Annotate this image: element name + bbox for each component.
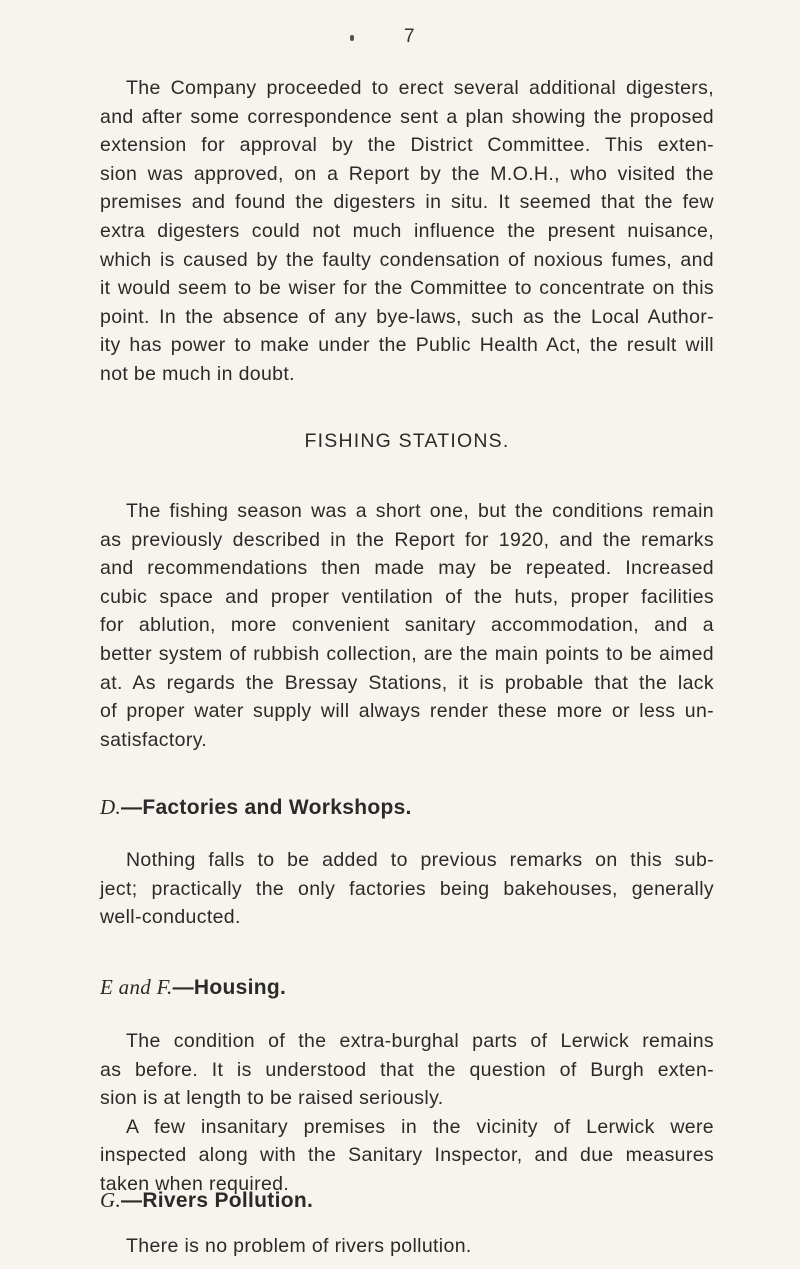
text-line: The fishing season was a short one, but the conditions remain [126, 500, 714, 522]
paragraph-fishing-stations [100, 497, 714, 754]
text-line: The Company proceeded to erect several additional digesters, [126, 77, 714, 99]
section-heading-fishing-stations: FISHING STATIONS. [304, 430, 510, 452]
text-line: taken when required. [100, 1172, 290, 1195]
text-line: sion is at length to be raised seriously. [100, 1087, 444, 1110]
paragraph-rivers [100, 1232, 714, 1261]
text-line: not be much in doubt. [100, 362, 295, 385]
text-line: point. In the absence of any bye-laws, such as the Local Author- [100, 305, 714, 328]
text-line: better system of rubbish collection, are the main points to be aimed [100, 642, 714, 665]
text-line: it would seem to be wiser for the Committee to concentrate on this [100, 277, 714, 300]
paragraph-digesters [100, 74, 714, 389]
paragraph-housing [100, 1027, 714, 1199]
text-line: A few insanitary premises in the vicinity of Lerwick were [126, 1115, 714, 1138]
section-title: —Factories and Workshops. [121, 796, 412, 819]
text-line: and after some correspondence sent a plan showing the proposed [100, 105, 714, 128]
section-heading-factories [100, 795, 412, 820]
section-title: —Rivers Pollution. [121, 1189, 314, 1212]
text-line: There is no problem of rivers pollution. [126, 1235, 472, 1257]
text-line: The condition of the extra-burghal parts of Lerwick remains [126, 1030, 714, 1052]
text-line: cubic space and proper ventilation of the huts, proper facilities [100, 585, 714, 608]
section-title: —Housing. [172, 976, 287, 999]
text-line: satisfactory. [100, 728, 208, 751]
text-line: sion was approved, on a Report by the M.O.H., who visited the [100, 162, 714, 185]
section-heading-housing [100, 975, 286, 1000]
section-letter: G. [100, 1188, 122, 1212]
text-line: well-conducted. [100, 906, 241, 929]
text-line: ity has power to make under the Public Health Act, the result will [100, 334, 714, 357]
paragraph-factories [100, 846, 714, 932]
text-line: as previously described in the Report for 1920, and the remarks [100, 528, 714, 551]
text-line: ject; practically the only factories being bakehouses, generally [100, 877, 714, 900]
page-number: 7 [404, 26, 415, 47]
text-line: extension for approval by the District Committee. This exten- [100, 134, 714, 157]
text-line: Nothing falls to be added to previous remarks on this sub- [126, 849, 714, 871]
text-line: of proper water supply will always render these more or less un- [100, 700, 714, 723]
text-line: extra digesters could not much influence the present nuisance, [100, 219, 714, 242]
text-line: at. As regards the Bressay Stations, it is probable that the lack [100, 671, 714, 694]
section-heading-rivers [100, 1188, 313, 1213]
text-line: inspected along with the Sanitary Inspector, and due measures [100, 1144, 714, 1167]
print-mark [350, 35, 354, 41]
text-line: premises and found the digesters in situ. It seemed that the few [100, 191, 714, 214]
text-line: which is caused by the faulty condensation of noxious fumes, and [100, 248, 714, 271]
text-line: and recommendations then made may be repeated. Increased [100, 557, 714, 580]
text-line: as before. It is understood that the question of Burgh exten- [100, 1058, 714, 1081]
text-line: for ablution, more convenient sanitary accommodation, and a [100, 614, 714, 637]
section-letter: D. [100, 795, 122, 819]
section-letter: E and F. [100, 975, 173, 999]
